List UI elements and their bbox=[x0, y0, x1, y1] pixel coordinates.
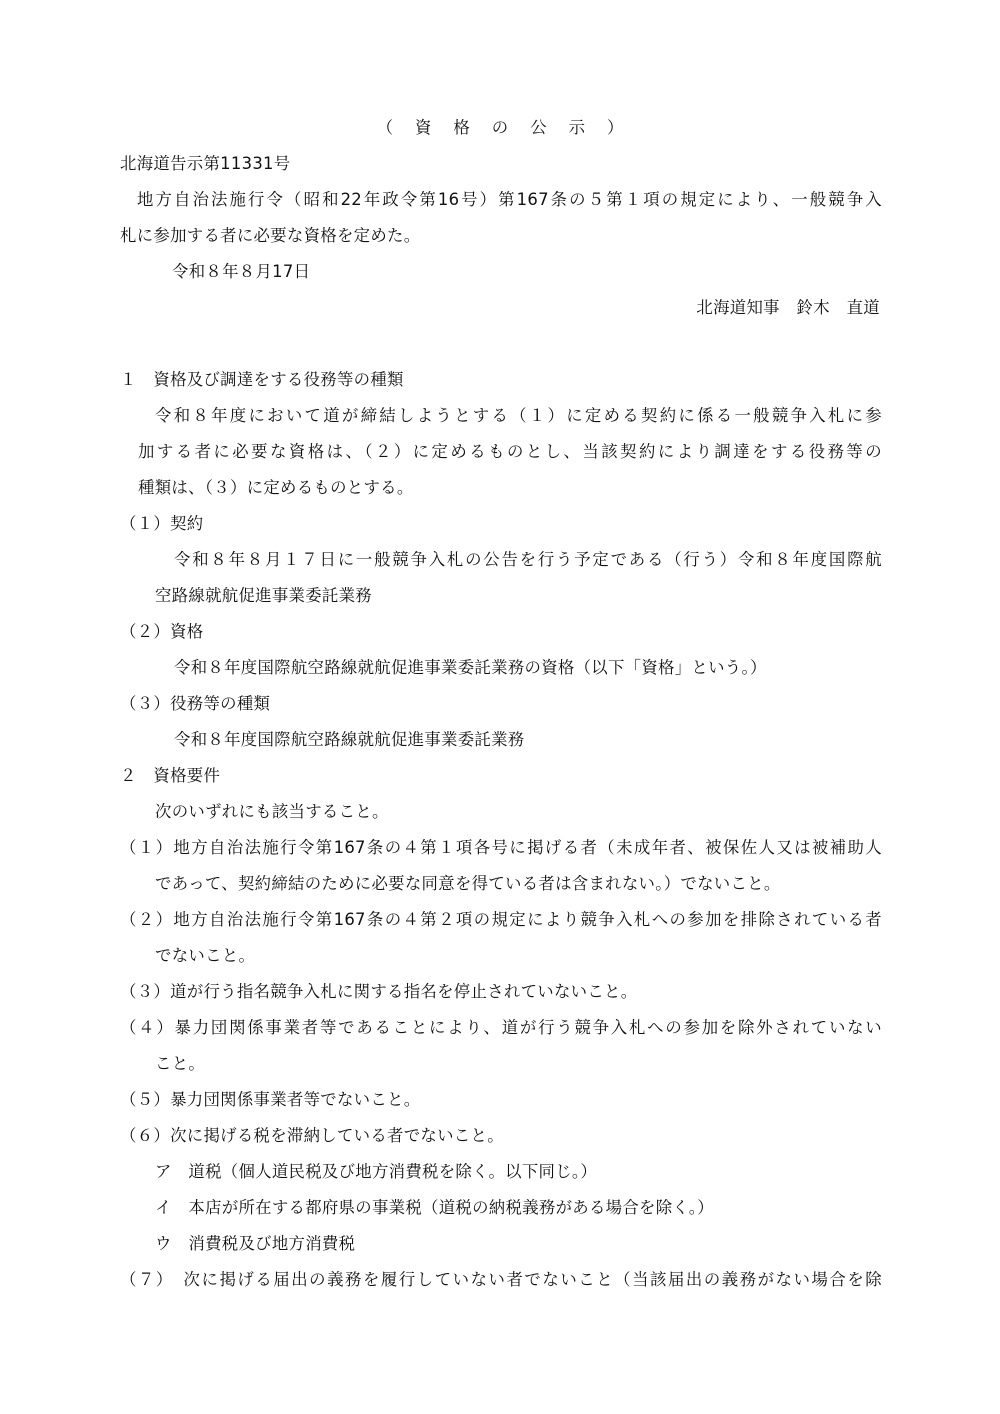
section-2-item-1-line-1: （１）地方自治法施行令第167条の４第１項各号に掲げる者（未成年者、被保佐人又は被補助人 bbox=[120, 838, 882, 857]
signature: 北海道知事 鈴木 直道 bbox=[696, 298, 880, 317]
title-char: 格 bbox=[453, 118, 470, 137]
section-2-item-4-line-2: こと。 bbox=[155, 1054, 206, 1073]
section-2-item-2-line-1: （２）地方自治法施行令第167条の４第２項の規定により競争入札への参加を排除されている者 bbox=[120, 910, 882, 929]
notice-title bbox=[0, 118, 1000, 138]
notice-number: 北海道告示第11331号 bbox=[120, 154, 291, 173]
section-2-item-1-line-2: であって、契約締結のために必要な同意を得ている者は含まれない。）でないこと。 bbox=[155, 874, 781, 893]
section-1-1-body-line-1: 令和８年８月１７日に一般競争入札の公告を行う予定である（行う）令和８年度国際航 bbox=[174, 550, 882, 569]
section-1-2-body: 令和８年度国際航空路線就航促進事業委託業務の資格（以下「資格」という。） bbox=[174, 658, 767, 677]
section-2-item-4-line-1: （４）暴力団関係事業者等であることにより、道が行う競争入札への参加を除外されていない bbox=[120, 1018, 882, 1037]
section-2-item-6: （６）次に掲げる税を滞納している者でないこと。 bbox=[120, 1126, 504, 1145]
section-2-heading: ２ 資格要件 bbox=[120, 766, 221, 785]
section-2-item-6-sub-i: イ 本店が所在する都府県の事業税（道税の納税義務がある場合を除く。） bbox=[155, 1198, 714, 1217]
section-2-item-2-line-2: でないこと。 bbox=[155, 946, 256, 965]
section-1-1-body-line-2: 空路線就航促進事業委託業務 bbox=[155, 586, 372, 605]
notice-date: 令和８年８月17日 bbox=[172, 262, 311, 281]
section-1-body-line-3: 種類は、（３）に定めるものとする。 bbox=[138, 478, 414, 497]
section-1-3-heading: （３）役務等の種類 bbox=[120, 694, 271, 713]
section-2-item-7: （７） 次に掲げる届出の義務を履行していない者でないこと（当該届出の義務がない場合を除 bbox=[120, 1270, 882, 1289]
section-2-item-3: （３）道が行う指名競争入札に関する指名を停止されていないこと。 bbox=[120, 982, 638, 1001]
title-char: の bbox=[491, 118, 509, 137]
title-char: ） bbox=[606, 118, 624, 137]
section-1-2-heading: （２）資格 bbox=[120, 622, 204, 641]
preamble-line-1: 地方自治法施行令（昭和22年政令第16号）第167条の５第１項の規定により、一般競争入 bbox=[137, 190, 882, 209]
section-1-body-line-2: 加する者に必要な資格は、（２）に定めるものとし、当該契約により調達をする役務等の bbox=[138, 442, 882, 461]
section-2-intro: 次のいずれにも該当すること。 bbox=[155, 802, 389, 821]
title-char: 公 bbox=[530, 118, 547, 137]
section-1-heading: １ 資格及び調達をする役務等の種類 bbox=[120, 370, 404, 389]
preamble-line-2: 札に参加する者に必要な資格を定めた。 bbox=[120, 226, 421, 245]
section-2-item-6-sub-u: ウ 消費税及び地方消費税 bbox=[155, 1234, 356, 1253]
title-char: 示 bbox=[568, 118, 585, 137]
section-1-3-body: 令和８年度国際航空路線就航促進事業委託業務 bbox=[174, 730, 525, 749]
title-char: 資 bbox=[415, 118, 432, 137]
section-1-body-line-1: 令和８年度において道が締結しようとする（１）に定める契約に係る一般競争入札に参 bbox=[155, 406, 882, 425]
section-2-item-5: （５）暴力団関係事業者等でないこと。 bbox=[120, 1090, 421, 1109]
title-char: （ bbox=[376, 118, 394, 137]
section-1-1-heading: （１）契約 bbox=[120, 514, 204, 533]
section-2-item-6-sub-a: ア 道税（個人道民税及び地方消費税を除く。以下同じ。） bbox=[155, 1162, 598, 1181]
